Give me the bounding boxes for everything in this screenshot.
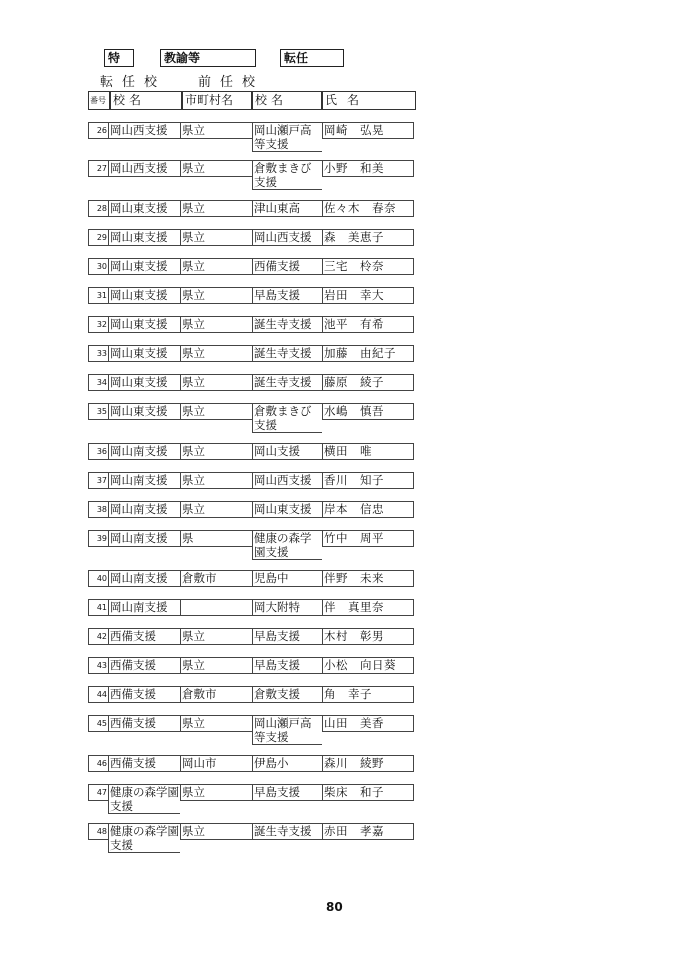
- row-name: 藤原 綾子: [322, 374, 414, 391]
- row-city: 県立: [180, 472, 252, 489]
- row-school: 岡山東支援: [108, 316, 180, 333]
- row-name: 小野 和美: [322, 160, 414, 177]
- row-city: 県立: [180, 715, 252, 732]
- row-city: 倉敷市: [180, 570, 252, 587]
- column-header-school: 校名: [110, 91, 182, 110]
- row-name: 横田 唯: [322, 443, 414, 460]
- row-school: 健康の森学園支援: [110, 785, 179, 813]
- row-previous-school: 津山東高: [252, 200, 322, 217]
- row-city: 県立: [180, 403, 252, 420]
- row-school: 岡山東支援: [108, 403, 180, 420]
- row-previous-school: 岡山西支援: [252, 472, 322, 489]
- row-school: 西備支援: [108, 715, 180, 732]
- table-row: [88, 715, 414, 744]
- position-label: 教諭等: [160, 49, 256, 67]
- row-school: 岡山西支援: [108, 160, 180, 177]
- row-city: 県立: [180, 443, 252, 460]
- row-previous-school: 早島支援: [252, 287, 322, 304]
- row-city: 岡山市: [180, 755, 252, 772]
- table-row: [88, 657, 414, 674]
- row-school: 岡山南支援: [108, 472, 180, 489]
- row-school: 岡山南支援: [108, 501, 180, 518]
- table-header: [88, 91, 416, 110]
- row-previous-school: 岡山東支援: [252, 501, 322, 518]
- column-header-city: 市町村名: [182, 91, 252, 110]
- row-previous-school: 岡山瀬戸高等支援: [252, 122, 322, 152]
- table-row: [88, 570, 414, 587]
- row-number: 47: [88, 784, 108, 801]
- page-number: 80: [326, 900, 343, 914]
- row-previous-school: 岡大附特: [252, 599, 322, 616]
- row-number: 32: [88, 316, 108, 333]
- row-previous-school: 倉敷支援: [252, 686, 322, 703]
- table-row: [88, 200, 414, 217]
- row-city: 県立: [180, 657, 252, 674]
- row-name: 香川 知子: [322, 472, 414, 489]
- row-previous-school: 誕生寺支援: [252, 823, 322, 840]
- row-number: 34: [88, 374, 108, 391]
- table-row: [88, 501, 414, 518]
- row-previous-school: 早島支援: [252, 657, 322, 674]
- row-school: 西備支援: [108, 657, 180, 674]
- previous-school-section-label: 前任校: [198, 75, 265, 90]
- row-previous-school: 早島支援: [252, 628, 322, 645]
- table-row: [88, 122, 414, 151]
- row-previous-school: 岡山支援: [252, 443, 322, 460]
- row-number: 38: [88, 501, 108, 518]
- row-school: 岡山東支援: [108, 229, 180, 246]
- row-number: 35: [88, 403, 108, 420]
- transfer-type-label: 転任: [280, 49, 344, 67]
- row-previous-school: 倉敷まきび支援: [252, 403, 322, 433]
- row-school: 岡山東支援: [108, 345, 180, 362]
- column-header-name: 氏名: [322, 91, 416, 110]
- row-school: 岡山南支援: [108, 530, 180, 547]
- row-city: [180, 599, 252, 616]
- row-number: 40: [88, 570, 108, 587]
- row-name: 山田 美香: [322, 715, 414, 732]
- row-number: 41: [88, 599, 108, 616]
- row-number: 43: [88, 657, 108, 674]
- row-number: 44: [88, 686, 108, 703]
- row-name: 加藤 由紀子: [322, 345, 414, 362]
- row-previous-school: 誕生寺支援: [252, 316, 322, 333]
- row-name: 伴野 未来: [322, 570, 414, 587]
- row-previous-school: 早島支援: [252, 784, 322, 801]
- row-city: 県立: [180, 122, 252, 139]
- row-city: 県立: [180, 628, 252, 645]
- row-previous-school: 岡山西支援: [252, 229, 322, 246]
- row-city: 県立: [180, 784, 252, 801]
- row-number: 30: [88, 258, 108, 275]
- row-name: 岡崎 弘晃: [322, 122, 414, 139]
- row-previous-school: 倉敷まきび支援: [252, 160, 322, 190]
- row-name: 水嶋 慎吾: [322, 403, 414, 420]
- row-name: 佐々木 春奈: [322, 200, 414, 217]
- row-previous-school: 誕生寺支援: [252, 345, 322, 362]
- row-name: 池平 有希: [322, 316, 414, 333]
- row-number: 29: [88, 229, 108, 246]
- row-city: 県立: [180, 316, 252, 333]
- table-row: [88, 823, 414, 852]
- table-row: [88, 530, 414, 559]
- table-row: [88, 374, 414, 391]
- table-row: [88, 258, 414, 275]
- row-name: 森川 綾野: [322, 755, 414, 772]
- row-school: 西備支援: [108, 686, 180, 703]
- row-name: 竹中 周平: [322, 530, 414, 547]
- row-name: 伴 真里奈: [322, 599, 414, 616]
- table-row: [88, 443, 414, 460]
- row-school: 岡山東支援: [108, 287, 180, 304]
- row-school: 健康の森学園支援: [110, 824, 179, 852]
- table-row: [88, 229, 414, 246]
- row-number: 27: [88, 160, 108, 177]
- row-school: 岡山南支援: [108, 570, 180, 587]
- row-city: 県立: [180, 258, 252, 275]
- row-name: 柴床 和子: [322, 784, 414, 801]
- table-row: [88, 755, 414, 772]
- table-row: [88, 345, 414, 362]
- row-school: 西備支援: [108, 755, 180, 772]
- row-name: 木村 彰男: [322, 628, 414, 645]
- row-previous-school: 健康の森学園支援: [252, 530, 322, 560]
- table-row: [88, 686, 414, 703]
- row-school: 西備支援: [108, 628, 180, 645]
- row-previous-school: 岡山瀬戸高等支援: [252, 715, 322, 745]
- table-row: [88, 784, 414, 813]
- table-row: [88, 403, 414, 432]
- row-number: 26: [88, 122, 108, 139]
- row-number: 33: [88, 345, 108, 362]
- table-row: [88, 472, 414, 489]
- row-name: 森 美恵子: [322, 229, 414, 246]
- row-name: 岩田 幸大: [322, 287, 414, 304]
- table-row: [88, 599, 414, 616]
- table-row: [88, 160, 414, 189]
- row-name: 角 幸子: [322, 686, 414, 703]
- row-name: 三宅 柃奈: [322, 258, 414, 275]
- row-name: 岸本 信忠: [322, 501, 414, 518]
- table-row: [88, 628, 414, 645]
- row-city: 県立: [180, 200, 252, 217]
- row-number: 48: [88, 823, 108, 840]
- row-city: 県立: [180, 823, 252, 840]
- row-city: 県立: [180, 229, 252, 246]
- table-row: [88, 316, 414, 333]
- row-school: 岡山東支援: [108, 200, 180, 217]
- row-number: 31: [88, 287, 108, 304]
- row-number: 28: [88, 200, 108, 217]
- row-number: 37: [88, 472, 108, 489]
- row-city: 県: [180, 530, 252, 547]
- category-label: 特: [104, 49, 134, 67]
- row-number: 42: [88, 628, 108, 645]
- row-number: 46: [88, 755, 108, 772]
- row-name: 赤田 孝嘉: [322, 823, 414, 840]
- row-city: 県立: [180, 160, 252, 177]
- row-school: 岡山南支援: [108, 599, 180, 616]
- column-header-previous-school: 校名: [252, 91, 322, 110]
- row-school: 岡山西支援: [108, 122, 180, 139]
- row-number: 45: [88, 715, 108, 732]
- row-name: 小松 向日葵: [322, 657, 414, 674]
- row-number: 36: [88, 443, 108, 460]
- row-previous-school: 誕生寺支援: [252, 374, 322, 391]
- row-city: 県立: [180, 501, 252, 518]
- table-row: [88, 287, 414, 304]
- row-previous-school: 児島中: [252, 570, 322, 587]
- row-number: 39: [88, 530, 108, 547]
- row-city: 倉敷市: [180, 686, 252, 703]
- row-city: 県立: [180, 345, 252, 362]
- row-school: 岡山東支援: [108, 374, 180, 391]
- row-school: 岡山南支援: [108, 443, 180, 460]
- new-school-section-label: 転任校: [100, 75, 167, 90]
- row-previous-school: 伊島小: [252, 755, 322, 772]
- column-header-number: 番号: [88, 91, 110, 110]
- row-city: 県立: [180, 287, 252, 304]
- row-city: 県立: [180, 374, 252, 391]
- row-previous-school: 西備支援: [252, 258, 322, 275]
- row-school: 岡山東支援: [108, 258, 180, 275]
